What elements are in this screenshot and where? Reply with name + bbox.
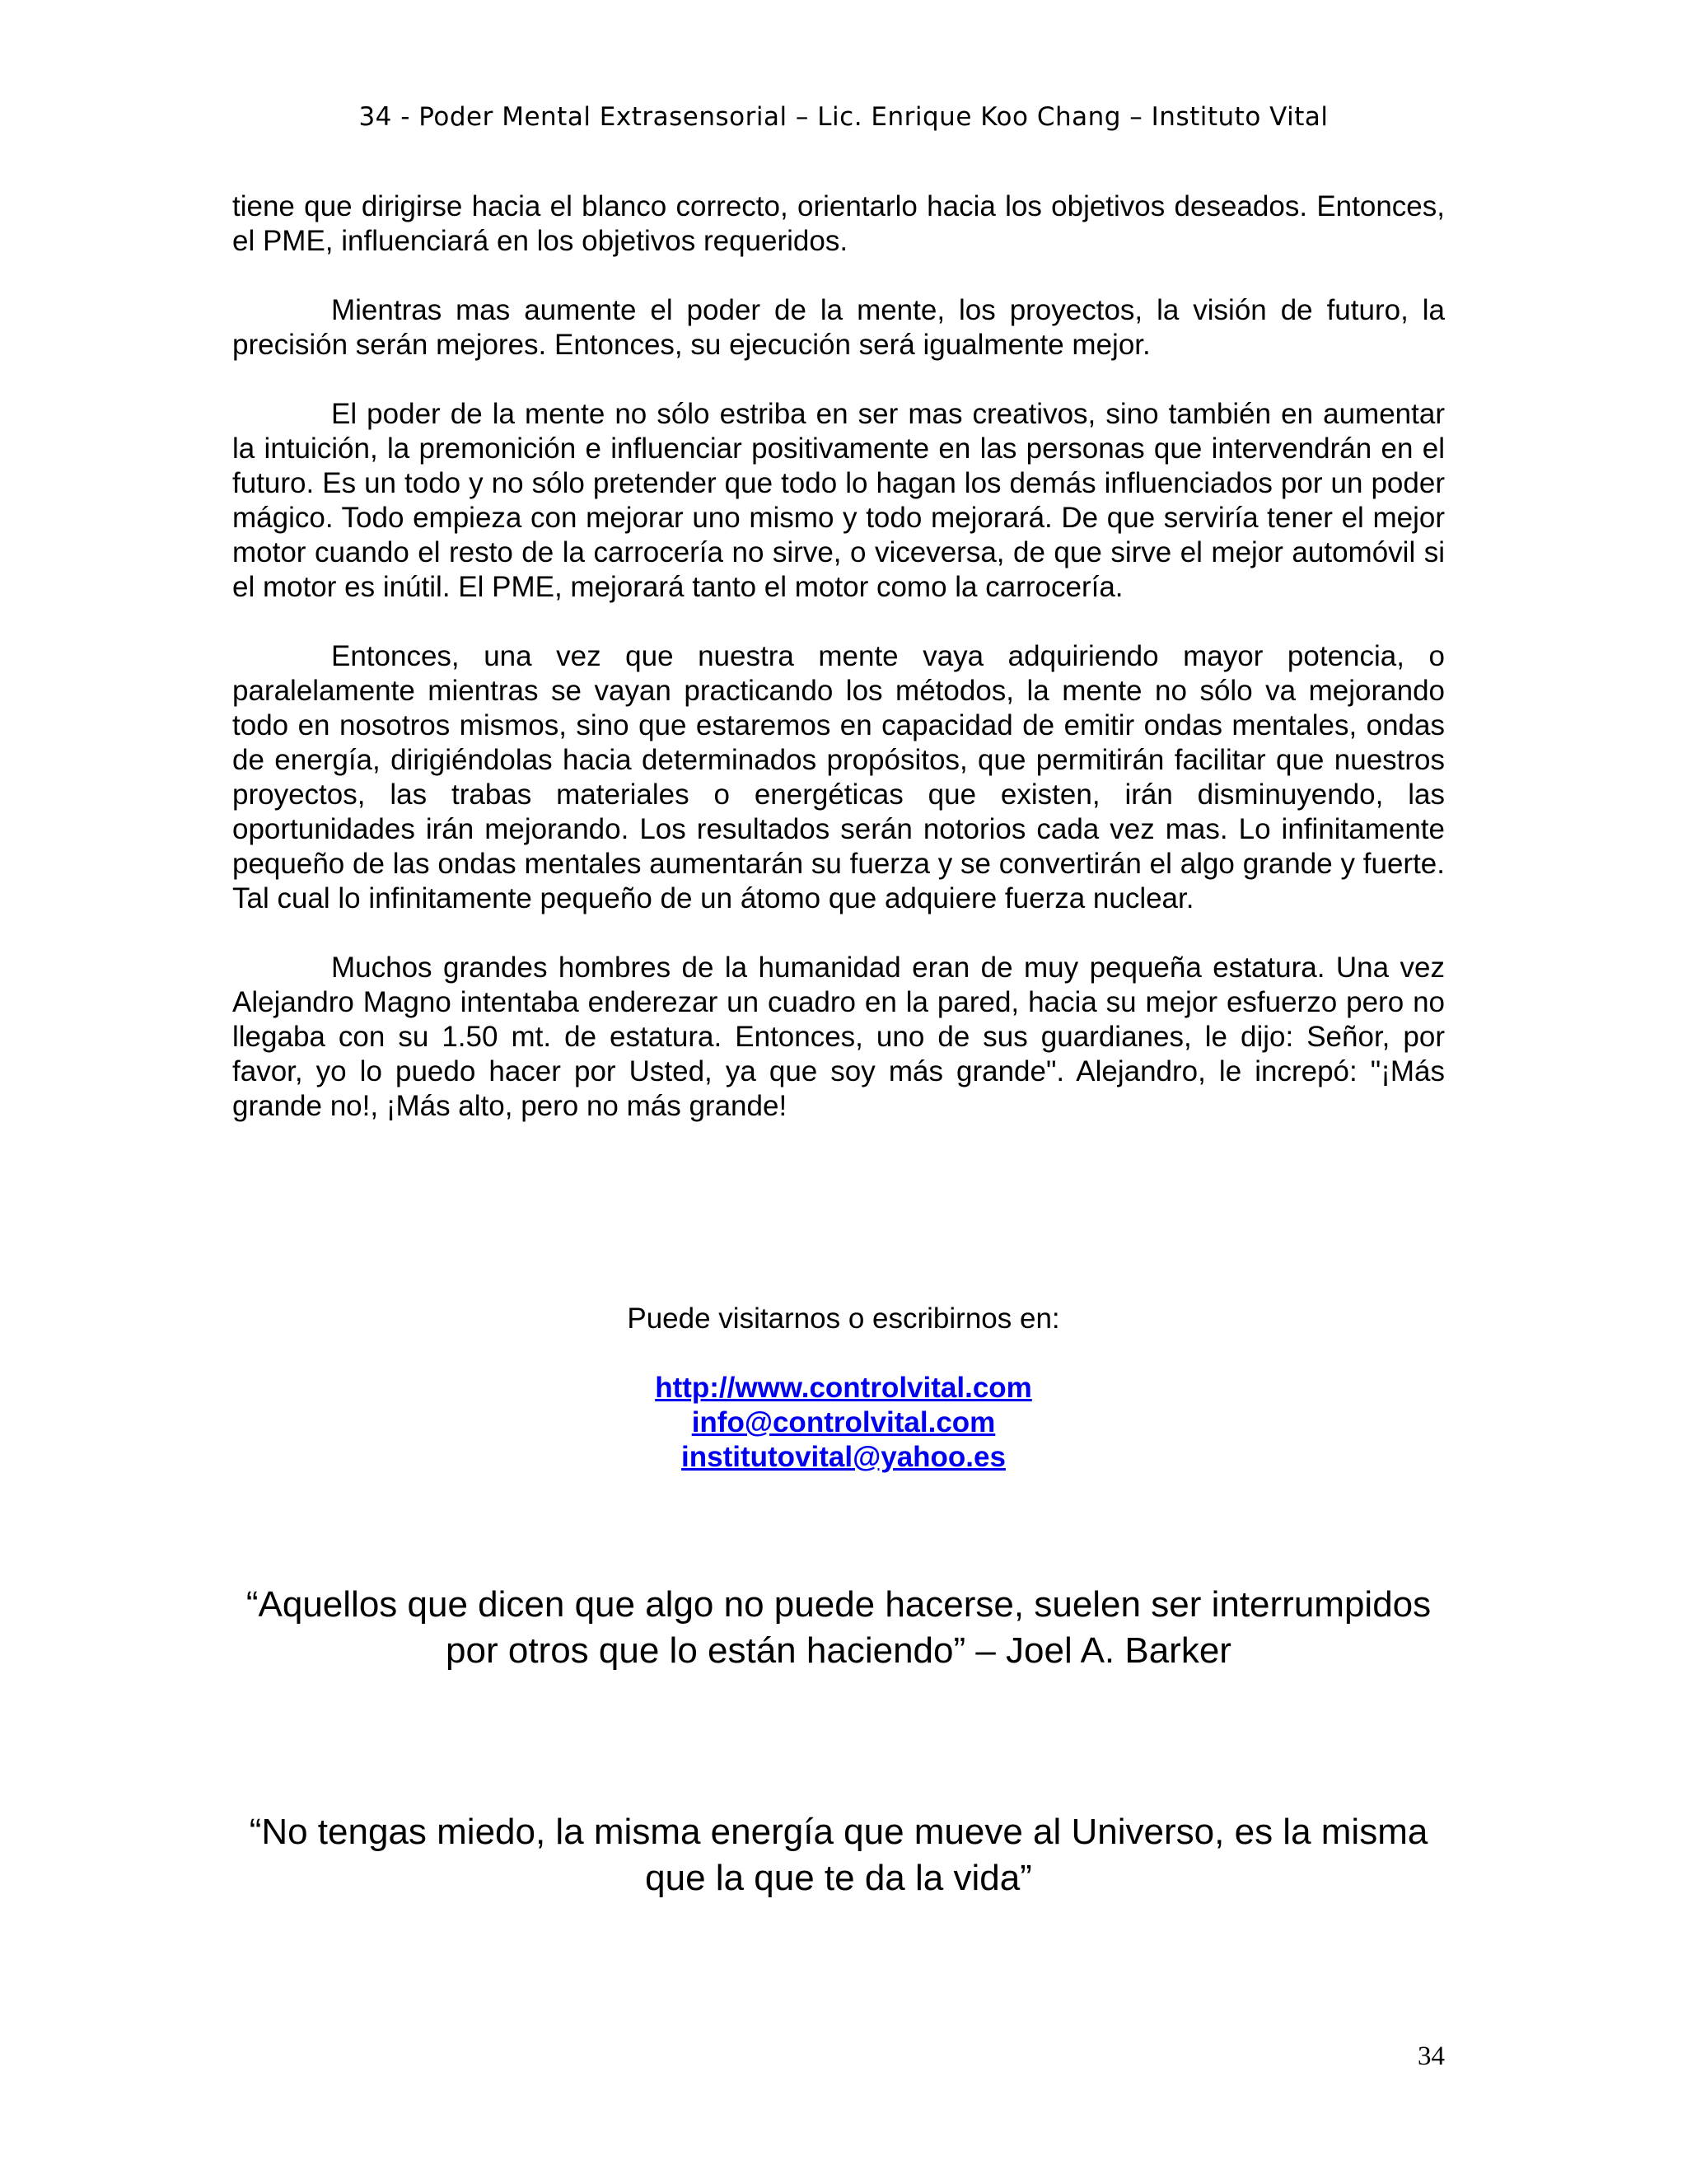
paragraph-continuation: tiene que dirigirse hacia el blanco correcto, orientarlo hacia los objetivos deseados. Entonces, el PME, influenciará en los objetivos requeridos. — [232, 190, 1445, 257]
contact-intro: Puede visitarnos o escribirnos en: — [627, 1302, 1060, 1335]
paragraph: Muchos grandes hombres de la humanidad eran de muy pequeña estatura. Una vez Alejandro Magno intentaba enderezar un cuadro en la pared, hacia su mejor esfuerzo pero no llegaba con su 1.50 mt. de estatura. Entonces, uno de sus guardianes, le dijo: Señor, por favor, yo lo puedo hacer por Usted, ya que soy más grande". Alejandro, le increpó: "¡Más grande no!, ¡Más alto, pero no más grande! — [232, 952, 1445, 1122]
paragraph: El poder de la mente no sólo estriba en ser mas creativos, sino también en aumentar la intuición, la premonición e influenciar positivamente en las personas que intervendrán en el futuro. Es un todo y no sólo pretender que todo lo hagan los demás influenciados por un poder mágico. Todo empieza con mejorar uno mismo y todo mejorará. De que serviría tener el mejor motor cuando el resto de la carrocería no sirve, o viceversa, de que sirve el mejor automóvil si el motor es inútil. El PME, mejorará tanto el motor como la carrocería. — [232, 398, 1445, 603]
paragraph: Entonces, una vez que nuestra mente vaya adquiriendo mayor potencia, o paralelamente mientras se vayan practicando los métodos, la mente no sólo va mejorando todo en nosotros mismos, sino que estaremos en capacidad de emitir ondas mentales, ondas de energía, dirigiéndolas hacia determinados propósitos, que permitirán facilitar que nuestros proyectos, las trabas materiales o energéticas que existen, irán disminuyendo, las oportunidades irán mejorando. Los resultados serán notorios cada vez mas. Lo infinitamente pequeño de las ondas mentales aumentarán su fuerza y se convertirán el algo grande y fuerte. Tal cual lo infinitamente pequeño de un átomo que adquiere fuerza nuclear. — [232, 640, 1445, 914]
email-link-institutovital[interactable]: institutovital@yahoo.es — [681, 1441, 1006, 1473]
page-number: 34 — [1418, 2041, 1445, 2071]
contact-block — [0, 1302, 1687, 1475]
quote-barker: “Aquellos que dicen que algo no puede hacerse, suelen ser interrumpidos por otros que lo están haciendo” – Joel A. Barker — [245, 1584, 1432, 1671]
quote-universe: “No tengas miedo, la misma energía que mueve al Universo, es la misma que la que te da la vida” — [249, 1812, 1428, 1898]
paragraph: Mientras mas aumente el poder de la mente, los proyectos, la visión de futuro, la precisión serán mejores. Entonces, su ejecución será igualmente mejor. — [232, 294, 1445, 361]
running-header: 34 - Poder Mental Extrasensorial – Lic. Enrique Koo Chang – Instituto Vital — [358, 102, 1329, 132]
website-link[interactable]: http://www.controlvital.com — [655, 1372, 1032, 1404]
email-link-info[interactable]: info@controlvital.com — [691, 1406, 996, 1438]
body-text — [232, 189, 1445, 1158]
